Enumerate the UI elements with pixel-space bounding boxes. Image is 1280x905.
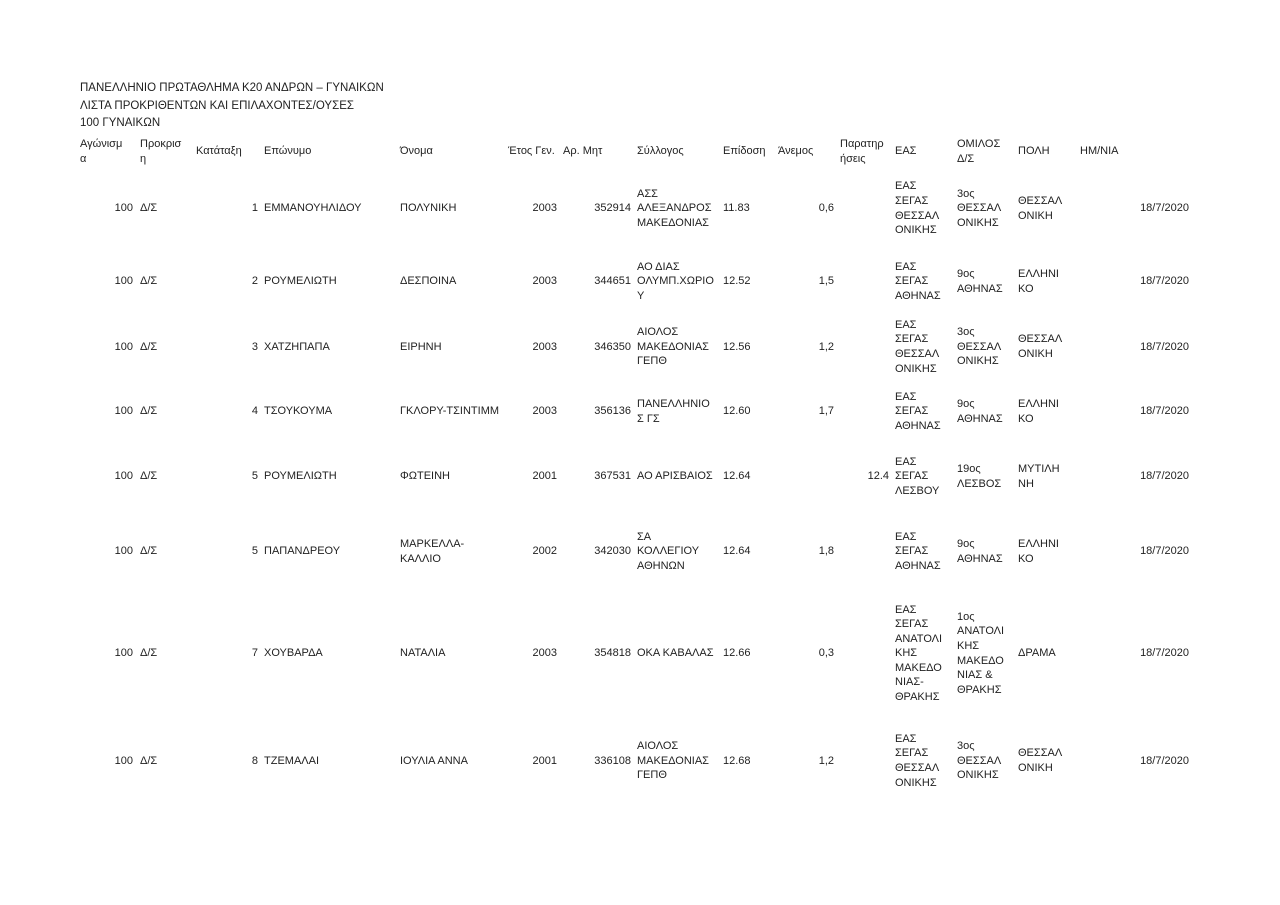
cell-group: 3ος ΘΕΣΣΑΛΟΝΙΚΗΣ bbox=[957, 740, 1002, 782]
cell-firstname: ΔΕΣΠΟΙΝΑ bbox=[400, 275, 457, 288]
cell-firstname: ΠΟΛΥΝΙΚΗ bbox=[400, 202, 457, 215]
col-header-group: ΟΜΙΛΟΣ Δ/Σ bbox=[957, 137, 1001, 165]
col-header-wind: Άνεμος bbox=[778, 145, 814, 158]
cell-remarks bbox=[840, 380, 895, 444]
col-header-firstname: Όνομα bbox=[400, 145, 433, 158]
cell-birthyear: 2003 bbox=[532, 340, 557, 353]
cell-firstname: ΙΟΥΛΙΑ ΑΝΝΑ bbox=[400, 754, 468, 767]
cell-firstname: ΓΚΛΟΡΥ-ΤΣΙΝΤΙΜΜ bbox=[400, 405, 500, 418]
cell-rank: 7 bbox=[251, 647, 258, 660]
cell-registration: 356136 bbox=[594, 405, 631, 418]
cell-rank: 5 bbox=[251, 545, 258, 558]
cell-birthyear: 2001 bbox=[532, 470, 557, 483]
col-header-event: Αγώνισμα bbox=[80, 137, 123, 165]
cell-club: ΑΙΟΛΟΣ ΜΑΚΕΔΟΝΙΑΣ ΓΕΠΘ bbox=[637, 740, 709, 782]
cell-group: 3ος ΘΕΣΣΑΛΟΝΙΚΗΣ bbox=[957, 326, 1002, 368]
cell-rank: 4 bbox=[251, 405, 258, 418]
cell-wind: 1,2 bbox=[818, 340, 834, 353]
cell-registration: 346350 bbox=[594, 340, 631, 353]
cell-registration: 342030 bbox=[594, 545, 631, 558]
cell-firstname: ΝΑΤΑΛΙΑ bbox=[400, 647, 446, 660]
cell-performance: 12.68 bbox=[723, 754, 751, 767]
cell-club: ΑΟ ΑΡΙΣΒΑΙΟΣ bbox=[637, 470, 713, 483]
table-row bbox=[80, 249, 1195, 315]
cell-performance: 12.66 bbox=[723, 647, 751, 660]
cell-event: 100 bbox=[114, 470, 133, 483]
cell-eas: ΕΑΣ ΣΕΓΑΣ ΑΘΗΝΑΣ bbox=[895, 530, 941, 572]
cell-remarks bbox=[840, 315, 895, 380]
cell-event: 100 bbox=[114, 647, 133, 660]
col-header-performance: Επίδοση bbox=[723, 145, 766, 158]
cell-birthyear: 2003 bbox=[532, 647, 557, 660]
cell-surname: ΕΜΜΑΝΟΥΗΛΙΔΟΥ bbox=[264, 202, 362, 215]
cell-eas: ΕΑΣ ΣΕΓΑΣ ΘΕΣΣΑΛΟΝΙΚΗΣ bbox=[895, 180, 940, 237]
table-row bbox=[80, 594, 1195, 714]
table-row bbox=[80, 380, 1195, 444]
cell-group: 1ος ΑΝΑΤΟΛΙΚΗΣ ΜΑΚΕΔΟΝΙΑΣ & ΘΡΑΚΗΣ bbox=[957, 610, 1005, 696]
results-table bbox=[80, 135, 1195, 809]
header-row bbox=[80, 135, 1195, 169]
doc-title-line-2: ΛΙΣΤΑ ΠΡΟΚΡΙΘΕΝΤΩΝ ΚΑΙ ΕΠΙΛΑΧΟΝΤΕΣ/ΟΥΣΕΣ bbox=[80, 99, 354, 112]
cell-group: 3ος ΘΕΣΣΑΛΟΝΙΚΗΣ bbox=[957, 187, 1002, 229]
cell-firstname: ΦΩΤΕΙΝΗ bbox=[400, 470, 450, 483]
cell-event: 100 bbox=[114, 275, 133, 288]
cell-surname: ΤΖΕΜΑΛΑΙ bbox=[264, 754, 320, 767]
cell-performance: 12.60 bbox=[723, 405, 751, 418]
cell-city: ΕΛΛΗΝΙΚΟ bbox=[1018, 397, 1059, 425]
cell-wind: 1,5 bbox=[818, 275, 834, 288]
cell-firstname: ΕΙΡΗΝΗ bbox=[400, 340, 442, 353]
cell-city: ΘΕΣΣΑΛΟΝΙΚΗ bbox=[1018, 747, 1063, 774]
col-header-city: ΠΟΛΗ bbox=[1018, 145, 1050, 158]
cell-event: 100 bbox=[114, 202, 133, 215]
cell-rank: 5 bbox=[251, 470, 258, 483]
col-header-club: Σύλλογος bbox=[637, 145, 684, 158]
cell-rank: 3 bbox=[251, 340, 258, 353]
cell-club: ΑΟ ΔΙΑΣ ΟΛΥΜΠ.ΧΩΡΙΟΥ bbox=[637, 260, 714, 302]
cell-rank: 8 bbox=[251, 754, 258, 767]
cell-group: 19ος ΛΕΣΒΟΣ bbox=[957, 462, 1002, 490]
cell-surname: ΧΑΤΖΗΠΑΠΑ bbox=[264, 340, 330, 353]
cell-date: 18/7/2020 bbox=[1140, 545, 1189, 558]
cell-date: 18/7/2020 bbox=[1140, 405, 1189, 418]
table-row bbox=[80, 714, 1195, 809]
cell-qualification: Δ/Σ bbox=[140, 647, 158, 660]
cell-wind bbox=[778, 444, 840, 510]
cell-date: 18/7/2020 bbox=[1140, 647, 1189, 660]
cell-qualification: Δ/Σ bbox=[140, 202, 158, 215]
cell-birthyear: 2003 bbox=[532, 405, 557, 418]
cell-qualification: Δ/Σ bbox=[140, 545, 158, 558]
cell-rank: 1 bbox=[251, 202, 258, 215]
col-header-qualification: Προκριση bbox=[140, 137, 182, 165]
col-header-date: ΗΜ/ΝΙΑ bbox=[1080, 145, 1119, 158]
cell-firstname: ΜΑΡΚΕΛΛΑ-ΚΑΛΛΙΟ bbox=[400, 537, 465, 565]
cell-club: ΑΣΣ ΑΛΕΞΑΝΔΡΟΣ ΜΑΚΕΔΟΝΙΑΣ bbox=[637, 187, 712, 229]
cell-club: ΠΑΝΕΛΛΗΝΙΟΣ ΓΣ bbox=[637, 397, 710, 425]
col-header-rank: Κατάταξη bbox=[196, 145, 242, 158]
cell-event: 100 bbox=[114, 754, 133, 767]
col-header-registration: Αρ. Μητ bbox=[563, 145, 603, 158]
results-table-body bbox=[80, 169, 1195, 809]
cell-date: 18/7/2020 bbox=[1140, 202, 1189, 215]
cell-wind: 0,6 bbox=[818, 202, 834, 215]
cell-qualification: Δ/Σ bbox=[140, 405, 158, 418]
cell-surname: ΤΣΟΥΚΟΥΜΑ bbox=[264, 405, 333, 418]
cell-surname: ΡΟΥΜΕΛΙΩΤΗ bbox=[264, 275, 337, 288]
cell-wind: 0,3 bbox=[818, 647, 834, 660]
cell-registration: 354818 bbox=[594, 647, 631, 660]
cell-event: 100 bbox=[114, 340, 133, 353]
cell-group: 9ος ΑΘΗΝΑΣ bbox=[957, 537, 1003, 565]
cell-eas: ΕΑΣ ΣΕΓΑΣ ΑΝΑΤΟΛΙΚΗΣ ΜΑΚΕΔΟΝΙΑΣ-ΘΡΑΚΗΣ bbox=[895, 603, 943, 703]
cell-registration: 367531 bbox=[594, 470, 631, 483]
cell-city: ΘΕΣΣΑΛΟΝΙΚΗ bbox=[1018, 194, 1063, 222]
table-row bbox=[80, 315, 1195, 380]
cell-eas: ΕΑΣ ΣΕΓΑΣ ΛΕΣΒΟΥ bbox=[895, 455, 940, 497]
results-table-header bbox=[80, 135, 1195, 169]
cell-wind: 1,7 bbox=[818, 405, 834, 418]
document-body bbox=[80, 80, 1200, 809]
cell-performance: 12.56 bbox=[723, 340, 751, 353]
cell-registration: 352914 bbox=[594, 202, 631, 215]
cell-group: 9ος ΑΘΗΝΑΣ bbox=[957, 267, 1003, 295]
cell-remarks bbox=[840, 169, 895, 249]
cell-remarks: 12.4 bbox=[867, 470, 889, 483]
cell-date: 18/7/2020 bbox=[1140, 275, 1189, 288]
cell-registration: 344651 bbox=[594, 275, 631, 288]
cell-city: ΕΛΛΗΝΙΚΟ bbox=[1018, 537, 1059, 565]
cell-performance: 12.64 bbox=[723, 470, 751, 483]
cell-surname: ΠΑΠΑΝΔΡΕΟΥ bbox=[264, 545, 341, 558]
col-header-remarks: Παρατηρήσεις bbox=[840, 137, 884, 165]
cell-eas: ΕΑΣ ΣΕΓΑΣ ΑΘΗΝΑΣ bbox=[895, 390, 941, 432]
cell-group: 9ος ΑΘΗΝΑΣ bbox=[957, 397, 1003, 425]
cell-qualification: Δ/Σ bbox=[140, 470, 158, 483]
cell-qualification: Δ/Σ bbox=[140, 275, 158, 288]
cell-city: ΘΕΣΣΑΛΟΝΙΚΗ bbox=[1018, 333, 1063, 360]
cell-event: 100 bbox=[114, 545, 133, 558]
document-title-block bbox=[80, 80, 1200, 133]
cell-remarks bbox=[840, 594, 895, 714]
cell-club: ΑΙΟΛΟΣ ΜΑΚΕΔΟΝΙΑΣ ΓΕΠΘ bbox=[637, 326, 709, 368]
cell-qualification: Δ/Σ bbox=[140, 754, 158, 767]
col-header-birthyear: Έτος Γεν. bbox=[508, 145, 555, 158]
doc-title-line-3: 100 ΓΥΝΑΙΚΩΝ bbox=[80, 117, 161, 129]
doc-title-line-1: ΠΑΝΕΛΛΗΝΙΟ ΠΡΩΤΑΘΛΗΜΑ Κ20 ΑΝΔΡΩΝ – ΓΥΝΑΙΚΩΝ bbox=[80, 82, 384, 94]
cell-date: 18/7/2020 bbox=[1140, 470, 1189, 483]
cell-club: ΟΚΑ ΚΑΒΑΛΑΣ bbox=[637, 647, 714, 660]
cell-qualification: Δ/Σ bbox=[140, 340, 158, 353]
cell-birthyear: 2002 bbox=[532, 545, 557, 558]
cell-birthyear: 2003 bbox=[532, 202, 557, 215]
cell-performance: 11.83 bbox=[723, 202, 750, 215]
cell-remarks bbox=[840, 510, 895, 594]
cell-birthyear: 2001 bbox=[532, 754, 557, 767]
cell-city: ΕΛΛΗΝΙΚΟ bbox=[1018, 267, 1059, 295]
table-row bbox=[80, 169, 1195, 249]
cell-birthyear: 2003 bbox=[532, 275, 557, 288]
cell-event: 100 bbox=[114, 405, 133, 418]
cell-wind: 1,8 bbox=[818, 545, 834, 558]
col-header-surname: Επώνυμο bbox=[264, 145, 312, 158]
cell-remarks bbox=[840, 714, 895, 809]
cell-eas: ΕΑΣ ΣΕΓΑΣ ΘΕΣΣΑΛΟΝΙΚΗΣ bbox=[895, 318, 940, 375]
cell-city: ΜΥΤΙΛΗΝΗ bbox=[1018, 462, 1060, 490]
col-header-eas: ΕΑΣ bbox=[895, 145, 917, 158]
cell-performance: 12.64 bbox=[723, 545, 751, 558]
cell-city: ΔΡΑΜΑ bbox=[1018, 647, 1056, 660]
table-row bbox=[80, 510, 1195, 594]
cell-performance: 12.52 bbox=[723, 275, 751, 288]
cell-surname: ΡΟΥΜΕΛΙΩΤΗ bbox=[264, 470, 337, 483]
cell-eas: ΕΑΣ ΣΕΓΑΣ ΑΘΗΝΑΣ bbox=[895, 260, 941, 302]
table-row bbox=[80, 444, 1195, 510]
cell-date: 18/7/2020 bbox=[1140, 754, 1189, 767]
cell-wind: 1,2 bbox=[818, 754, 834, 767]
cell-registration: 336108 bbox=[594, 754, 631, 767]
cell-eas: ΕΑΣ ΣΕΓΑΣ ΘΕΣΣΑΛΟΝΙΚΗΣ bbox=[895, 732, 940, 789]
cell-remarks bbox=[840, 249, 895, 315]
cell-surname: ΧΟΥΒΑΡΔΑ bbox=[264, 647, 323, 660]
cell-rank: 2 bbox=[251, 275, 258, 288]
cell-date: 18/7/2020 bbox=[1140, 340, 1189, 353]
cell-club: ΣΑ ΚΟΛΛΕΓΙΟΥ ΑΘΗΝΩΝ bbox=[637, 530, 699, 572]
